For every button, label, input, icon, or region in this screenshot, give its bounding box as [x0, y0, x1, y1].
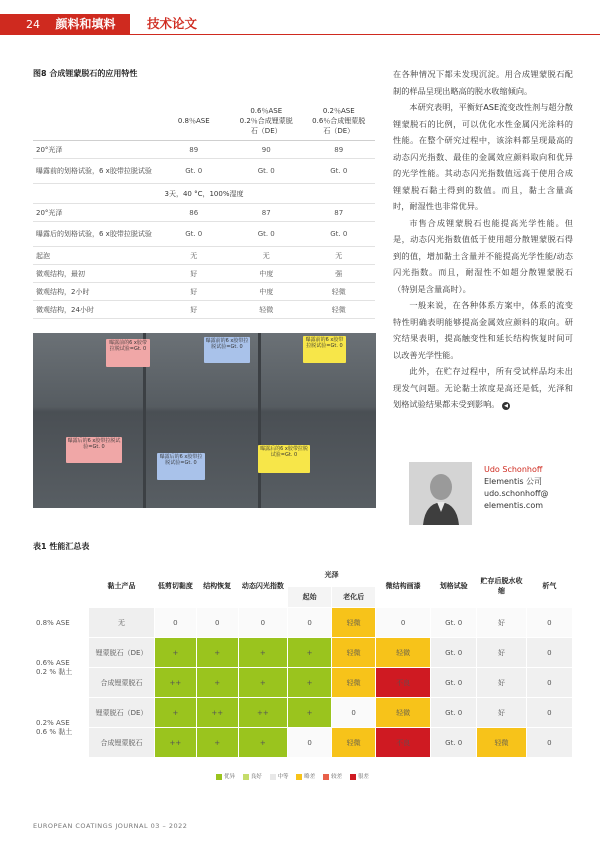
author-name: Udo Schonhoff	[484, 465, 543, 474]
paragraph: 市售合成锂蒙脱石也能提高光学性能。但是，动态闪光指数值低于使用超分散锂蒙脱石得到的值，增加黏土含量并不能提高光学性能/动态闪光指数。而且，耐湿性不如超分散锂蒙脱石（特别是含量高时）。	[393, 217, 573, 294]
article-body	[393, 66, 573, 413]
cell: 90	[230, 141, 303, 159]
cell: Gt. 0	[431, 638, 477, 668]
header-flash: 动态闪光指数	[238, 564, 288, 608]
cell: Gt. 0	[302, 159, 375, 184]
cell: 89	[157, 141, 230, 159]
legend-label: 略差	[304, 774, 316, 780]
page-footer: EUROPEAN COATINGS JOURNAL 03 – 2022	[33, 822, 188, 830]
legend-swatch	[243, 774, 249, 780]
header-shear: 低剪切黏度	[155, 564, 197, 608]
cell: Gt. 0	[431, 608, 477, 638]
product-cell: 锂蒙脱石（DE）	[89, 638, 155, 668]
header-gloss-initial: 起始	[288, 587, 332, 608]
group-label-line: 0.2% ASE	[36, 718, 70, 727]
cell: 0	[288, 728, 332, 758]
header-gloss: 光泽	[288, 564, 376, 587]
cell: +	[196, 638, 238, 668]
product-cell: 合成锂蒙脱石	[89, 728, 155, 758]
cell: 无	[230, 247, 303, 265]
sticky-note-yellow: 曝露前的6 x胶带拉脱试验=Gt. 0	[303, 336, 346, 363]
author-email-domain[interactable]: elementis.com	[484, 501, 544, 510]
cell: Gt. 0	[431, 698, 477, 728]
sticky-note-blue: 曝露后的6 x胶带拉脱试验=Gt. 0	[157, 453, 205, 480]
legend-swatch	[323, 774, 329, 780]
cell: 轻微	[230, 301, 303, 319]
header-gassing: 析气	[526, 564, 572, 608]
header-clay: 黏土产品	[89, 564, 155, 608]
cell: +	[288, 668, 332, 698]
cell: 0	[155, 608, 197, 638]
group-label-line: 0.6% ASE	[36, 658, 70, 667]
row-label: 微观结构，24小时	[33, 301, 157, 319]
row-label: 20°光泽	[33, 204, 157, 222]
header-gloss-aged: 老化后	[332, 587, 376, 608]
legend-label: 很差	[357, 774, 369, 780]
col-header: 0.6％ASE 0.2％合成锂蒙脱 石（DE）	[230, 102, 303, 141]
cell: Gt. 0	[431, 728, 477, 758]
author-photo	[409, 462, 472, 525]
cell: 0	[332, 698, 376, 728]
cell: 0	[526, 638, 572, 668]
cell: 轻微	[376, 698, 431, 728]
page-header	[0, 0, 600, 42]
cell: 好	[157, 283, 230, 301]
cell: 好	[477, 638, 527, 668]
cell: 轻微	[332, 608, 376, 638]
group-label	[34, 638, 89, 698]
legend-label: 中等	[277, 774, 289, 780]
cell: 87	[302, 204, 375, 222]
product-cell: 无	[89, 608, 155, 638]
legend-swatch	[270, 774, 276, 780]
legend-swatch	[296, 774, 302, 780]
cell: 0	[196, 608, 238, 638]
author-email[interactable]: udo.schonhoff@	[484, 489, 549, 498]
journal-title: 颜料和填料	[55, 17, 116, 31]
cell: 0	[288, 608, 332, 638]
cell: +	[155, 698, 197, 728]
cell: 0	[526, 668, 572, 698]
group-label: 0.8% ASE	[34, 608, 89, 638]
test-panels-photo	[33, 333, 376, 508]
cell: 不良	[376, 668, 431, 698]
condition-row: 3天，40 °C，100%湿度	[33, 184, 375, 204]
cell: 轻微	[302, 283, 375, 301]
paragraph-text: 此外，在贮存过程中，所有受试样品均未出现发气问题。无论黏土浓度是高还是低，光泽和划格试验结果都未受到影响。	[393, 366, 573, 409]
cell: Gt. 0	[431, 668, 477, 698]
cell: ++	[155, 668, 197, 698]
cell: ++	[196, 698, 238, 728]
sticky-note-yellow: 曝露后的6 x胶带拉脱试验=Gt. 0	[258, 445, 310, 473]
cell: 好	[157, 265, 230, 283]
cell: 无	[302, 247, 375, 265]
col-header: 0.2％ASE 0.6％合成锂蒙脱 石（DE）	[302, 102, 375, 141]
cell: Gt. 0	[157, 159, 230, 184]
legend-label: 较差	[331, 774, 343, 780]
product-cell: 锂蒙脱石（DE）	[89, 698, 155, 728]
group-label-line: 0.6 % 黏土	[36, 727, 73, 736]
cell: 轻微	[302, 301, 375, 319]
row-label: 20°光泽	[33, 141, 157, 159]
section-title: 技术论文	[147, 16, 198, 31]
cell: 0	[376, 608, 431, 638]
header-dewatering: 贮存后脱水收缩	[477, 564, 527, 608]
cell: +	[155, 638, 197, 668]
row-label: 微观结构，最初	[33, 265, 157, 283]
paragraph	[393, 363, 573, 413]
cell: 87	[230, 204, 303, 222]
col-header: 0.8％ASE	[157, 102, 230, 141]
figure-caption: 图8 合成锂蒙脱石的应用特性	[33, 69, 138, 78]
cell: 轻微	[332, 638, 376, 668]
header-crosshatch: 划格试验	[431, 564, 477, 608]
cell: 86	[157, 204, 230, 222]
page-number: 24	[26, 18, 40, 31]
cell: +	[196, 668, 238, 698]
paragraph: 本研究表明，平衡好ASE流变改性剂与超分散锂蒙脱石的比例，可以优化水性金属闪光涂料的性能。在整个研究过程中，该涂料都呈现最高的动态闪光指数、最佳的金属效应颜料取向和优异的光学性能。其动态闪光指数值远高于使用合成锂蒙脱石黏土得到的数值。而且，黏土含量高时，耐湿性也非常优异。	[393, 102, 573, 211]
sticky-note-pink: 曝露前的6 x胶带拉脱试验=Gt. 0	[106, 339, 150, 367]
cell: 好	[477, 698, 527, 728]
cell: 好	[157, 301, 230, 319]
legend-swatch	[216, 774, 222, 780]
cell: +	[288, 638, 332, 668]
cell: 轻微	[332, 728, 376, 758]
cell: 强	[302, 265, 375, 283]
cell: 中度	[230, 283, 303, 301]
paragraph: 在各种情况下都未发现沉淀。用合成锂蒙脱石配制的样品呈现出略高的脱水收缩倾向。	[393, 69, 573, 96]
cell: 好	[477, 668, 527, 698]
paragraph: 一般来说，在各种体系方案中，体系的流变特性明确表明能够提高金属效应颜料的取向。研究结果表明，提高触变性和延长结构恢复时间可以改善光学性能。	[393, 300, 573, 360]
cell: 轻微	[332, 668, 376, 698]
cell: 中度	[230, 265, 303, 283]
author-info	[484, 464, 549, 512]
cell: 无	[157, 247, 230, 265]
header-microfoam: 微结构画漆	[376, 564, 431, 608]
cell: 轻微	[376, 638, 431, 668]
cell: +	[196, 728, 238, 758]
cell: Gt. 0	[230, 222, 303, 247]
cell: 0	[238, 608, 288, 638]
row-label: 微观结构，2小时	[33, 283, 157, 301]
cell: 89	[302, 141, 375, 159]
page-number-bar	[0, 14, 130, 34]
row-label: 起泡	[33, 247, 157, 265]
row-label: 曝露前的划格试验，6 x胶带拉脱试验	[33, 159, 157, 184]
cell: 不良	[376, 728, 431, 758]
row-label: 曝露后的划格试验，6 x胶带拉脱试验	[33, 222, 157, 247]
author-company: Elementis 公司	[484, 477, 543, 486]
legend-label: 优异	[224, 774, 236, 780]
cell: 0	[526, 728, 572, 758]
end-of-article-icon: ◀	[502, 402, 510, 410]
cell: +	[238, 728, 288, 758]
sticky-note-blue: 曝露前的6 x胶带拉脱试验=Gt. 0	[204, 337, 250, 363]
cell: Gt. 0	[302, 222, 375, 247]
cell: +	[288, 698, 332, 728]
sticky-note-pink: 曝露后的6 x胶带拉脱试验=Gt. 0	[66, 437, 122, 463]
cell: ++	[155, 728, 197, 758]
cell: +	[238, 668, 288, 698]
legend-swatch	[350, 774, 356, 780]
cell: 0	[526, 608, 572, 638]
cell: +	[238, 638, 288, 668]
table-legend	[210, 772, 369, 780]
group-label	[34, 698, 89, 758]
cell: Gt. 0	[157, 222, 230, 247]
cell: 轻微	[477, 728, 527, 758]
product-cell: 合成锂蒙脱石	[89, 668, 155, 698]
header-rule	[0, 34, 600, 35]
header-recovery: 结构恢复	[196, 564, 238, 608]
group-label-line: 0.2 % 黏土	[36, 667, 73, 676]
cell: Gt. 0	[230, 159, 303, 184]
cell: 好	[477, 608, 527, 638]
table1-caption: 表1 性能汇总表	[33, 542, 90, 551]
table1	[33, 563, 573, 758]
figure8-table	[33, 102, 375, 319]
legend-label: 良好	[250, 774, 262, 780]
cell: 0	[526, 698, 572, 728]
cell: ++	[238, 698, 288, 728]
